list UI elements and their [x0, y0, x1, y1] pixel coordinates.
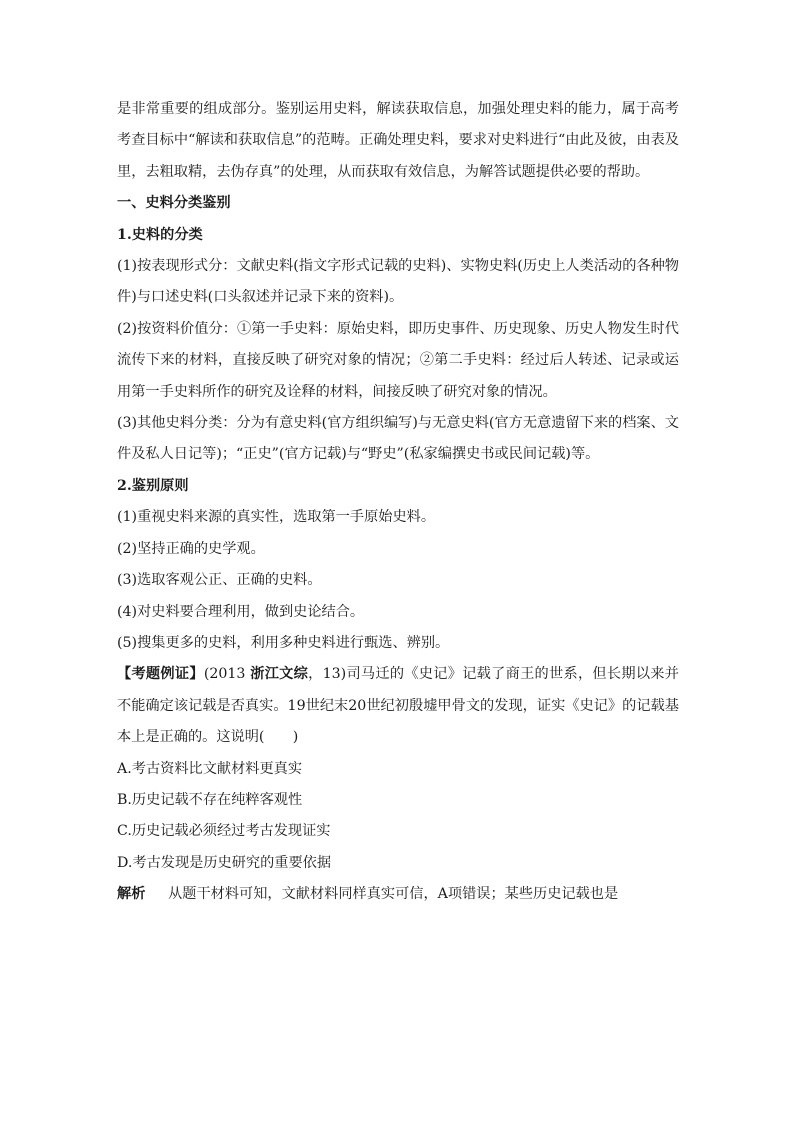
analysis-paragraph: [117, 879, 679, 910]
principle-item-5: (5)搜集更多的史料，利用多种史料进行甄选、辨别。: [117, 634, 450, 651]
example-source-post: ，13): [308, 666, 347, 683]
intro-paragraph: 是非常重要的组成部分。鉴别运用史料，解读获取信息，加强处理史料的能力，属于高考考查目标中“解读和获取信息”的范畴。正确处理史料，要求对史料进行“由此及彼，由表及里，去粗取精，去伪存真”的处理，从而获取有效信息，为解答试题提供必要的帮助。: [117, 101, 679, 180]
example-source-pre: (2013: [203, 666, 251, 683]
analysis-label: 解析: [117, 886, 146, 903]
section-heading: 一、史料分类鉴别: [117, 195, 231, 212]
example-text: 司马迁的《史记》记载了商王的世系，但长期以来并不能确定该记载是否真实。19世纪末20世纪初殷墟甲骨文的发现，证实《史记》的记载基本上是正确的。这说明( ): [117, 666, 679, 746]
example-source-bold: 浙江文综: [250, 666, 309, 683]
subsection-heading-principles: 2.鉴别原则: [117, 477, 189, 494]
option-c: C.历史记载必须经过考古发现证实: [117, 823, 331, 840]
principle-item-2: (2)坚持正确的史学观。: [117, 540, 265, 557]
classification-item-1: (1)按表现形式分：文献史料(指文字形式记载的史料)、实物史料(历史上人类活动的各种物件)与口述史料(口头叙述并记录下来的资料)。: [117, 258, 679, 306]
example-label: 【考题例证】: [117, 666, 204, 683]
classification-item-3: (3)其他史料分类：分为有意史料(官方组织编写)与无意史料(官方无意遗留下来的档案、文件及私人日记等)；“正史”(官方记载)与“野史”(私家编撰史书或民间记载)等。: [117, 415, 679, 463]
example-question: [117, 659, 679, 753]
analysis-text: 从题干材料可知，文献材料同样真实可信，A项错误；某些历史记载也是: [168, 886, 619, 903]
principle-item-1: (1)重视史料来源的真实性，选取第一手原始史料。: [117, 509, 436, 526]
subsection-heading-classification: 1.史料的分类: [117, 226, 203, 243]
option-a: A.考古资料比文献材料更真实: [117, 760, 303, 777]
option-d: D.考古发现是历史研究的重要依据: [117, 854, 332, 871]
principle-item-4: (4)对史料要合理利用，做到史论结合。: [117, 603, 365, 620]
principle-item-3: (3)选取客观公正、正确的史料。: [117, 572, 322, 589]
option-b: B.历史记载不存在纯粹客观性: [117, 791, 303, 808]
classification-item-2: (2)按资料价值分：①第一手史料：原始史料，即历史事件、历史现象、历史人物发生时代流传下来的材料，直接反映了研究对象的情况；②第二手史料：经过后人转述、记录或运用第一手史料所作的研究及诠释的材料，间接反映了研究对象的情况。: [117, 320, 679, 400]
document-page: [117, 94, 679, 911]
